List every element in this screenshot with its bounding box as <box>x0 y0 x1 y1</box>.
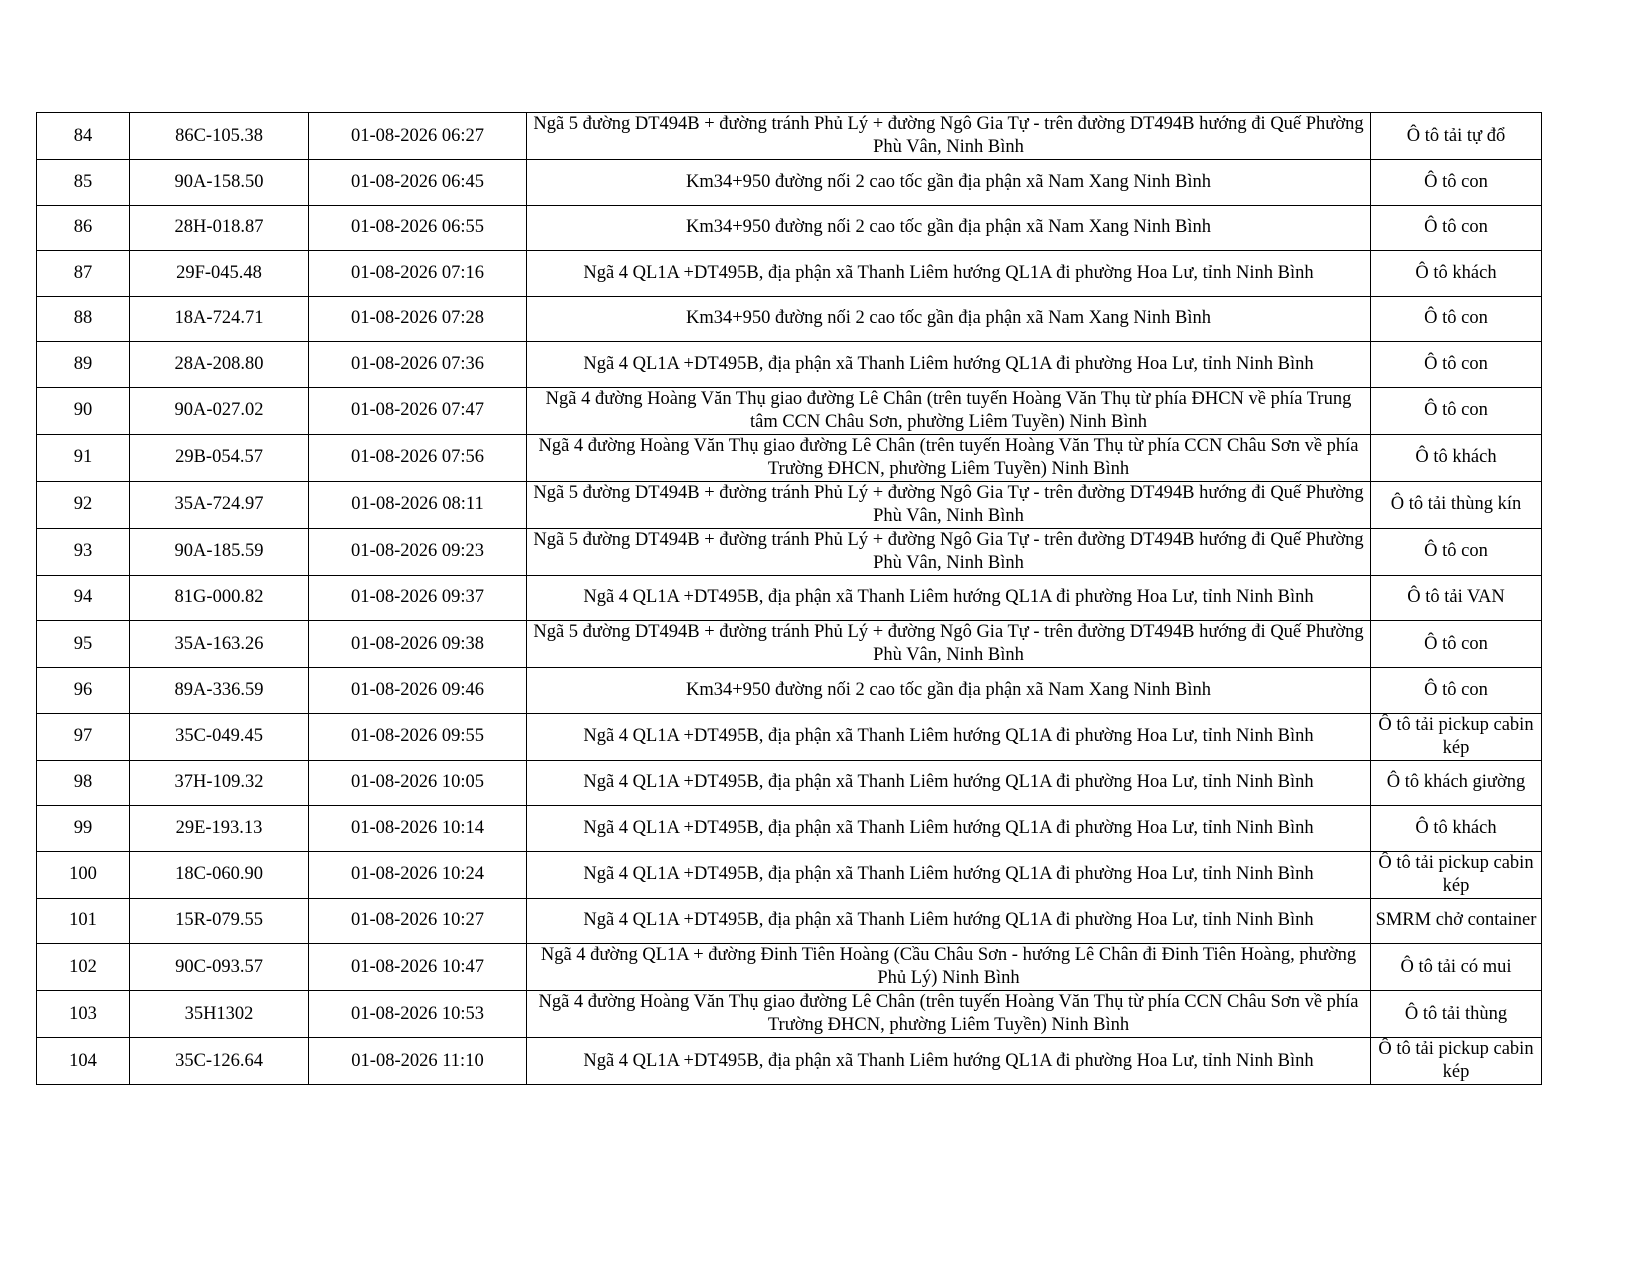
timestamp: 01-08-2026 09:38 <box>309 621 527 668</box>
location: Ngã 4 QL1A +DT495B, địa phận xã Thanh Liêm hướng QL1A đi phường Hoa Lư, tỉnh Ninh Bình <box>527 1038 1371 1085</box>
table-row <box>37 713 1542 760</box>
license-plate: 28A-208.80 <box>130 342 309 388</box>
location: Ngã 4 QL1A +DT495B, địa phận xã Thanh Liêm hướng QL1A đi phường Hoa Lư, tỉnh Ninh Bình <box>527 251 1371 297</box>
timestamp: 01-08-2026 07:47 <box>309 387 527 434</box>
location: Ngã 4 QL1A +DT495B, địa phận xã Thanh Liêm hướng QL1A đi phường Hoa Lư, tỉnh Ninh Bình <box>527 806 1371 852</box>
license-plate: 29F-045.48 <box>130 251 309 297</box>
row-number: 93 <box>37 528 130 575</box>
location: Km34+950 đường nối 2 cao tốc gần địa phận xã Nam Xang Ninh Bình <box>527 205 1371 251</box>
vehicle-type: Ô tô con <box>1371 387 1542 434</box>
vehicle-type: Ô tô tải có mui <box>1371 944 1542 991</box>
timestamp: 01-08-2026 11:10 <box>309 1038 527 1085</box>
license-plate: 90A-185.59 <box>130 528 309 575</box>
vehicle-type: Ô tô khách <box>1371 806 1542 852</box>
location: Ngã 5 đường DT494B + đường tránh Phủ Lý + đường Ngô Gia Tự - trên đường DT494B hướng đi Quế Phường Phù Vân, Ninh Bình <box>527 528 1371 575</box>
row-number: 85 <box>37 160 130 206</box>
vehicle-type: Ô tô tải pickup cabin kép <box>1371 851 1542 898</box>
timestamp: 01-08-2026 10:05 <box>309 760 527 806</box>
table-row <box>37 668 1542 714</box>
table-row <box>37 760 1542 806</box>
timestamp: 01-08-2026 07:36 <box>309 342 527 388</box>
timestamp: 01-08-2026 08:11 <box>309 481 527 528</box>
table-row <box>37 113 1542 160</box>
timestamp: 01-08-2026 07:16 <box>309 251 527 297</box>
location: Km34+950 đường nối 2 cao tốc gần địa phận xã Nam Xang Ninh Bình <box>527 160 1371 206</box>
table-row <box>37 528 1542 575</box>
timestamp: 01-08-2026 10:47 <box>309 944 527 991</box>
table-row <box>37 205 1542 251</box>
location: Ngã 4 QL1A +DT495B, địa phận xã Thanh Liêm hướng QL1A đi phường Hoa Lư, tỉnh Ninh Bình <box>527 760 1371 806</box>
row-number: 94 <box>37 575 130 621</box>
license-plate: 90C-093.57 <box>130 944 309 991</box>
vehicle-type: Ô tô con <box>1371 342 1542 388</box>
row-number: 99 <box>37 806 130 852</box>
table-row <box>37 434 1542 481</box>
location: Km34+950 đường nối 2 cao tốc gần địa phận xã Nam Xang Ninh Bình <box>527 668 1371 714</box>
timestamp: 01-08-2026 10:53 <box>309 991 527 1038</box>
row-number: 104 <box>37 1038 130 1085</box>
document-page <box>36 112 1542 1085</box>
timestamp: 01-08-2026 10:27 <box>309 898 527 944</box>
license-plate: 29B-054.57 <box>130 434 309 481</box>
license-plate: 86C-105.38 <box>130 113 309 160</box>
license-plate: 35C-049.45 <box>130 713 309 760</box>
table-row <box>37 342 1542 388</box>
license-plate: 29E-193.13 <box>130 806 309 852</box>
row-number: 96 <box>37 668 130 714</box>
license-plate: 35A-724.97 <box>130 481 309 528</box>
table-row <box>37 898 1542 944</box>
row-number: 90 <box>37 387 130 434</box>
timestamp: 01-08-2026 09:55 <box>309 713 527 760</box>
vehicle-type: Ô tô con <box>1371 528 1542 575</box>
license-plate: 90A-158.50 <box>130 160 309 206</box>
vehicle-type: Ô tô tải VAN <box>1371 575 1542 621</box>
location: Ngã 4 QL1A +DT495B, địa phận xã Thanh Liêm hướng QL1A đi phường Hoa Lư, tỉnh Ninh Bình <box>527 575 1371 621</box>
vehicle-type: Ô tô tải tự đổ <box>1371 113 1542 160</box>
location: Ngã 5 đường DT494B + đường tránh Phủ Lý + đường Ngô Gia Tự - trên đường DT494B hướng đi Quế Phường Phù Vân, Ninh Bình <box>527 481 1371 528</box>
location: Ngã 4 QL1A +DT495B, địa phận xã Thanh Liêm hướng QL1A đi phường Hoa Lư, tỉnh Ninh Bình <box>527 851 1371 898</box>
row-number: 87 <box>37 251 130 297</box>
table-row <box>37 621 1542 668</box>
vehicle-type: Ô tô con <box>1371 668 1542 714</box>
table-row <box>37 851 1542 898</box>
license-plate: 89A-336.59 <box>130 668 309 714</box>
vehicle-type: Ô tô khách giường <box>1371 760 1542 806</box>
table-row <box>37 296 1542 342</box>
table-row <box>37 160 1542 206</box>
location: Ngã 4 QL1A +DT495B, địa phận xã Thanh Liêm hướng QL1A đi phường Hoa Lư, tỉnh Ninh Bình <box>527 898 1371 944</box>
location: Ngã 5 đường DT494B + đường tránh Phủ Lý + đường Ngô Gia Tự - trên đường DT494B hướng đi Quế Phường Phù Vân, Ninh Bình <box>527 113 1371 160</box>
location: Ngã 4 QL1A +DT495B, địa phận xã Thanh Liêm hướng QL1A đi phường Hoa Lư, tỉnh Ninh Bình <box>527 713 1371 760</box>
location: Ngã 4 đường Hoàng Văn Thụ giao đường Lê Chân (trên tuyến Hoàng Văn Thụ từ phía CCN Châu Sơn về phía Trường ĐHCN, phường Liêm Tuyền) Ninh Bình <box>527 434 1371 481</box>
license-plate: 18C-060.90 <box>130 851 309 898</box>
location: Ngã 4 đường Hoàng Văn Thụ giao đường Lê Chân (trên tuyến Hoàng Văn Thụ từ phía ĐHCN về phía Trung tâm CCN Châu Sơn, phường Liêm Tuyền) Ninh Bình <box>527 387 1371 434</box>
table-row <box>37 1038 1542 1085</box>
vehicle-type: Ô tô khách <box>1371 434 1542 481</box>
timestamp: 01-08-2026 07:28 <box>309 296 527 342</box>
row-number: 95 <box>37 621 130 668</box>
timestamp: 01-08-2026 10:24 <box>309 851 527 898</box>
row-number: 97 <box>37 713 130 760</box>
vehicle-type: Ô tô tải pickup cabin kép <box>1371 713 1542 760</box>
row-number: 88 <box>37 296 130 342</box>
license-plate: 18A-724.71 <box>130 296 309 342</box>
location: Ngã 5 đường DT494B + đường tránh Phủ Lý + đường Ngô Gia Tự - trên đường DT494B hướng đi Quế Phường Phù Vân, Ninh Bình <box>527 621 1371 668</box>
table-row <box>37 806 1542 852</box>
row-number: 98 <box>37 760 130 806</box>
location: Ngã 4 đường QL1A + đường Đinh Tiên Hoàng (Cầu Châu Sơn - hướng Lê Chân đi Đinh Tiên Hoàng, phường Phủ Lý) Ninh Bình <box>527 944 1371 991</box>
table-row <box>37 251 1542 297</box>
vehicle-type: Ô tô khách <box>1371 251 1542 297</box>
table-row <box>37 944 1542 991</box>
license-plate: 28H-018.87 <box>130 205 309 251</box>
violations-table <box>36 112 1542 1085</box>
timestamp: 01-08-2026 09:46 <box>309 668 527 714</box>
vehicle-type: Ô tô con <box>1371 621 1542 668</box>
vehicle-type: SMRM chở container <box>1371 898 1542 944</box>
location: Km34+950 đường nối 2 cao tốc gần địa phận xã Nam Xang Ninh Bình <box>527 296 1371 342</box>
row-number: 89 <box>37 342 130 388</box>
timestamp: 01-08-2026 06:55 <box>309 205 527 251</box>
row-number: 101 <box>37 898 130 944</box>
row-number: 103 <box>37 991 130 1038</box>
timestamp: 01-08-2026 10:14 <box>309 806 527 852</box>
timestamp: 01-08-2026 09:37 <box>309 575 527 621</box>
vehicle-type: Ô tô tải thùng kín <box>1371 481 1542 528</box>
table-row <box>37 991 1542 1038</box>
vehicle-type: Ô tô con <box>1371 160 1542 206</box>
timestamp: 01-08-2026 06:27 <box>309 113 527 160</box>
license-plate: 15R-079.55 <box>130 898 309 944</box>
row-number: 100 <box>37 851 130 898</box>
location: Ngã 4 QL1A +DT495B, địa phận xã Thanh Liêm hướng QL1A đi phường Hoa Lư, tỉnh Ninh Bình <box>527 342 1371 388</box>
vehicle-type: Ô tô con <box>1371 205 1542 251</box>
table-row <box>37 387 1542 434</box>
vehicle-type: Ô tô tải pickup cabin kép <box>1371 1038 1542 1085</box>
table-body <box>37 113 1542 1085</box>
license-plate: 35A-163.26 <box>130 621 309 668</box>
timestamp: 01-08-2026 09:23 <box>309 528 527 575</box>
location: Ngã 4 đường Hoàng Văn Thụ giao đường Lê Chân (trên tuyến Hoàng Văn Thụ từ phía CCN Châu Sơn về phía Trường ĐHCN, phường Liêm Tuyền) Ninh Bình <box>527 991 1371 1038</box>
license-plate: 90A-027.02 <box>130 387 309 434</box>
vehicle-type: Ô tô tải thùng <box>1371 991 1542 1038</box>
row-number: 91 <box>37 434 130 481</box>
license-plate: 35H1302 <box>130 991 309 1038</box>
vehicle-type: Ô tô con <box>1371 296 1542 342</box>
license-plate: 81G-000.82 <box>130 575 309 621</box>
table-row <box>37 575 1542 621</box>
license-plate: 37H-109.32 <box>130 760 309 806</box>
table-row <box>37 481 1542 528</box>
row-number: 84 <box>37 113 130 160</box>
license-plate: 35C-126.64 <box>130 1038 309 1085</box>
row-number: 102 <box>37 944 130 991</box>
timestamp: 01-08-2026 07:56 <box>309 434 527 481</box>
row-number: 92 <box>37 481 130 528</box>
row-number: 86 <box>37 205 130 251</box>
timestamp: 01-08-2026 06:45 <box>309 160 527 206</box>
